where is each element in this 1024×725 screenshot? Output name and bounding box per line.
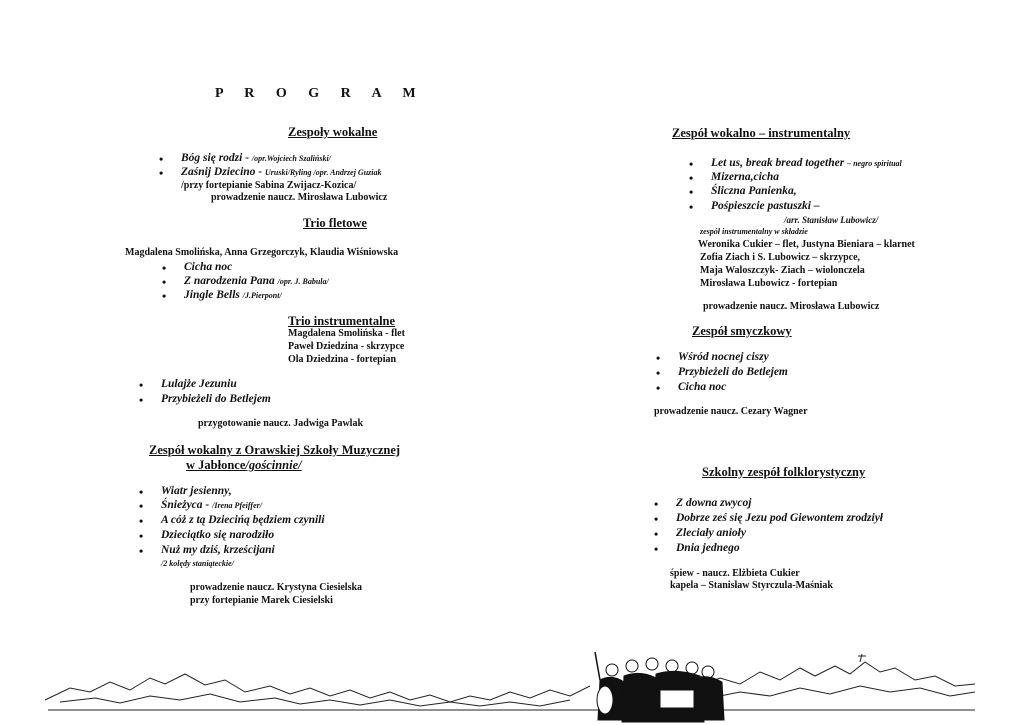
vocal-instr-lead: prowadzenie naucz. Mirosława Lubowicz [703,301,880,312]
list-item: • Nuż my dziś, krześcijani [161,544,275,556]
list-item: • Zaśnij Dziecino - Uruski/Ryling /opr. Andrzej Guziak [181,166,382,178]
list-item: • Zleciały anioły [676,527,746,539]
instr-member: Magdalena Smolińska - flet [288,328,405,339]
strings-lead: prowadzenie naucz. Cezary Wagner [654,406,808,417]
orawa-note: /2 kolędy staniąteckie/ [161,559,234,568]
list-item: • Lulajże Jezuniu [161,378,237,390]
list-item: • Wśród nocnej ciszy [678,351,769,363]
vocal-piano: /przy fortepianie Sabina Zwijacz-Kozica/ [181,180,357,191]
list-item: • Dzieciątko się narodziło [161,529,274,541]
folk-singing: śpiew - naucz. Elżbieta Cukier [670,568,800,579]
list-item: • Cicha noc [184,261,232,273]
list-item: • Z narodzenia Pana /opr. J. Babula/ [184,275,329,287]
program-title: P R O G R A M [215,86,425,101]
vocal-lead: prowadzenie naucz. Mirosława Lubowicz [211,192,388,203]
list-item: • Let us, break bread together – negro spiritual [711,157,902,169]
flute-members: Magdalena Smolińska, Anna Grzegorczyk, Klaudia Wiśniowska [125,247,399,258]
strings-heading: Zespół smyczkowy [692,324,792,338]
orawa-heading-2: w Jabłonce/gościnnie/ [186,458,302,472]
lineup-member: Zofia Ziach i S. Lubowicz – skrzypce, [700,252,861,263]
orawa-lead: prowadzenie naucz. Krystyna Ciesielska [190,582,363,593]
list-item: • Śnieżyca - /Irena Pfeiffer/ [161,499,262,511]
list-item: • Przybieżeli do Betlejem [678,366,788,378]
list-item: • Śliczna Panienka, [711,185,797,197]
vocal-instr-heading: Zespół wokalno – instrumentalny [672,126,851,140]
list-item: • Mizerna,cicha [711,171,779,183]
list-item: • Jingle Bells /J.Pierpont/ [184,289,282,301]
list-item: • Z downa zwycoj [676,497,751,509]
list-item: • Pośpieszcie pastuszki – [711,200,820,212]
list-item: • Wiatr jesienny, [161,485,232,497]
orawa-piano: przy fortepianie Marek Ciesielski [190,595,333,606]
folk-heading: Szkolny zespół folklorystyczny [702,465,866,479]
list-item: • A cóż z tą Dziecińą będziem czynili [161,514,325,526]
list-item: • Dnia jednego [676,542,740,554]
lineup-member: Weronika Cukier – flet, Justyna Bieniara – klarnet [698,239,915,250]
flute-heading: Trio fletowe [303,216,367,230]
list-item: • Dobrze ześ się Jezu pod Giewontem zrodziył [676,512,883,524]
instr-heading: Trio instrumentalne [288,314,396,328]
lineup-member: Maja Waloszczyk- Ziach – wiolonczela [700,265,865,276]
mountains-illustration [0,640,1024,725]
vocal-heading: Zespoły wokalne [288,125,378,139]
lineup-note: zespół instrumentalny w składzie [700,227,808,236]
instr-prep: przygotowanie naucz. Jadwiga Pawlak [198,418,363,429]
instr-member: Ola Dziedzina - fortepian [288,354,397,365]
musicians-group [595,652,724,722]
list-item: • Cicha noc [678,381,726,393]
list-item: • Bóg się rodzi - /opr.Wojciech Szaliński/ [181,152,331,164]
list-item: • Przybieżeli do Betlejem [161,393,271,405]
orawa-heading: Zespół wokalny z Orawskiej Szkoły Muzycznej [149,443,401,457]
arrangement-note: /arr. Stanisław Lubowicz/ [784,215,879,225]
lineup-member: Mirosława Lubowicz - fortepian [700,278,838,289]
instr-member: Paweł Dziedzina - skrzypce [288,341,405,352]
folk-band: kapela – Stanisław Styrczula-Maśniak [670,580,833,591]
